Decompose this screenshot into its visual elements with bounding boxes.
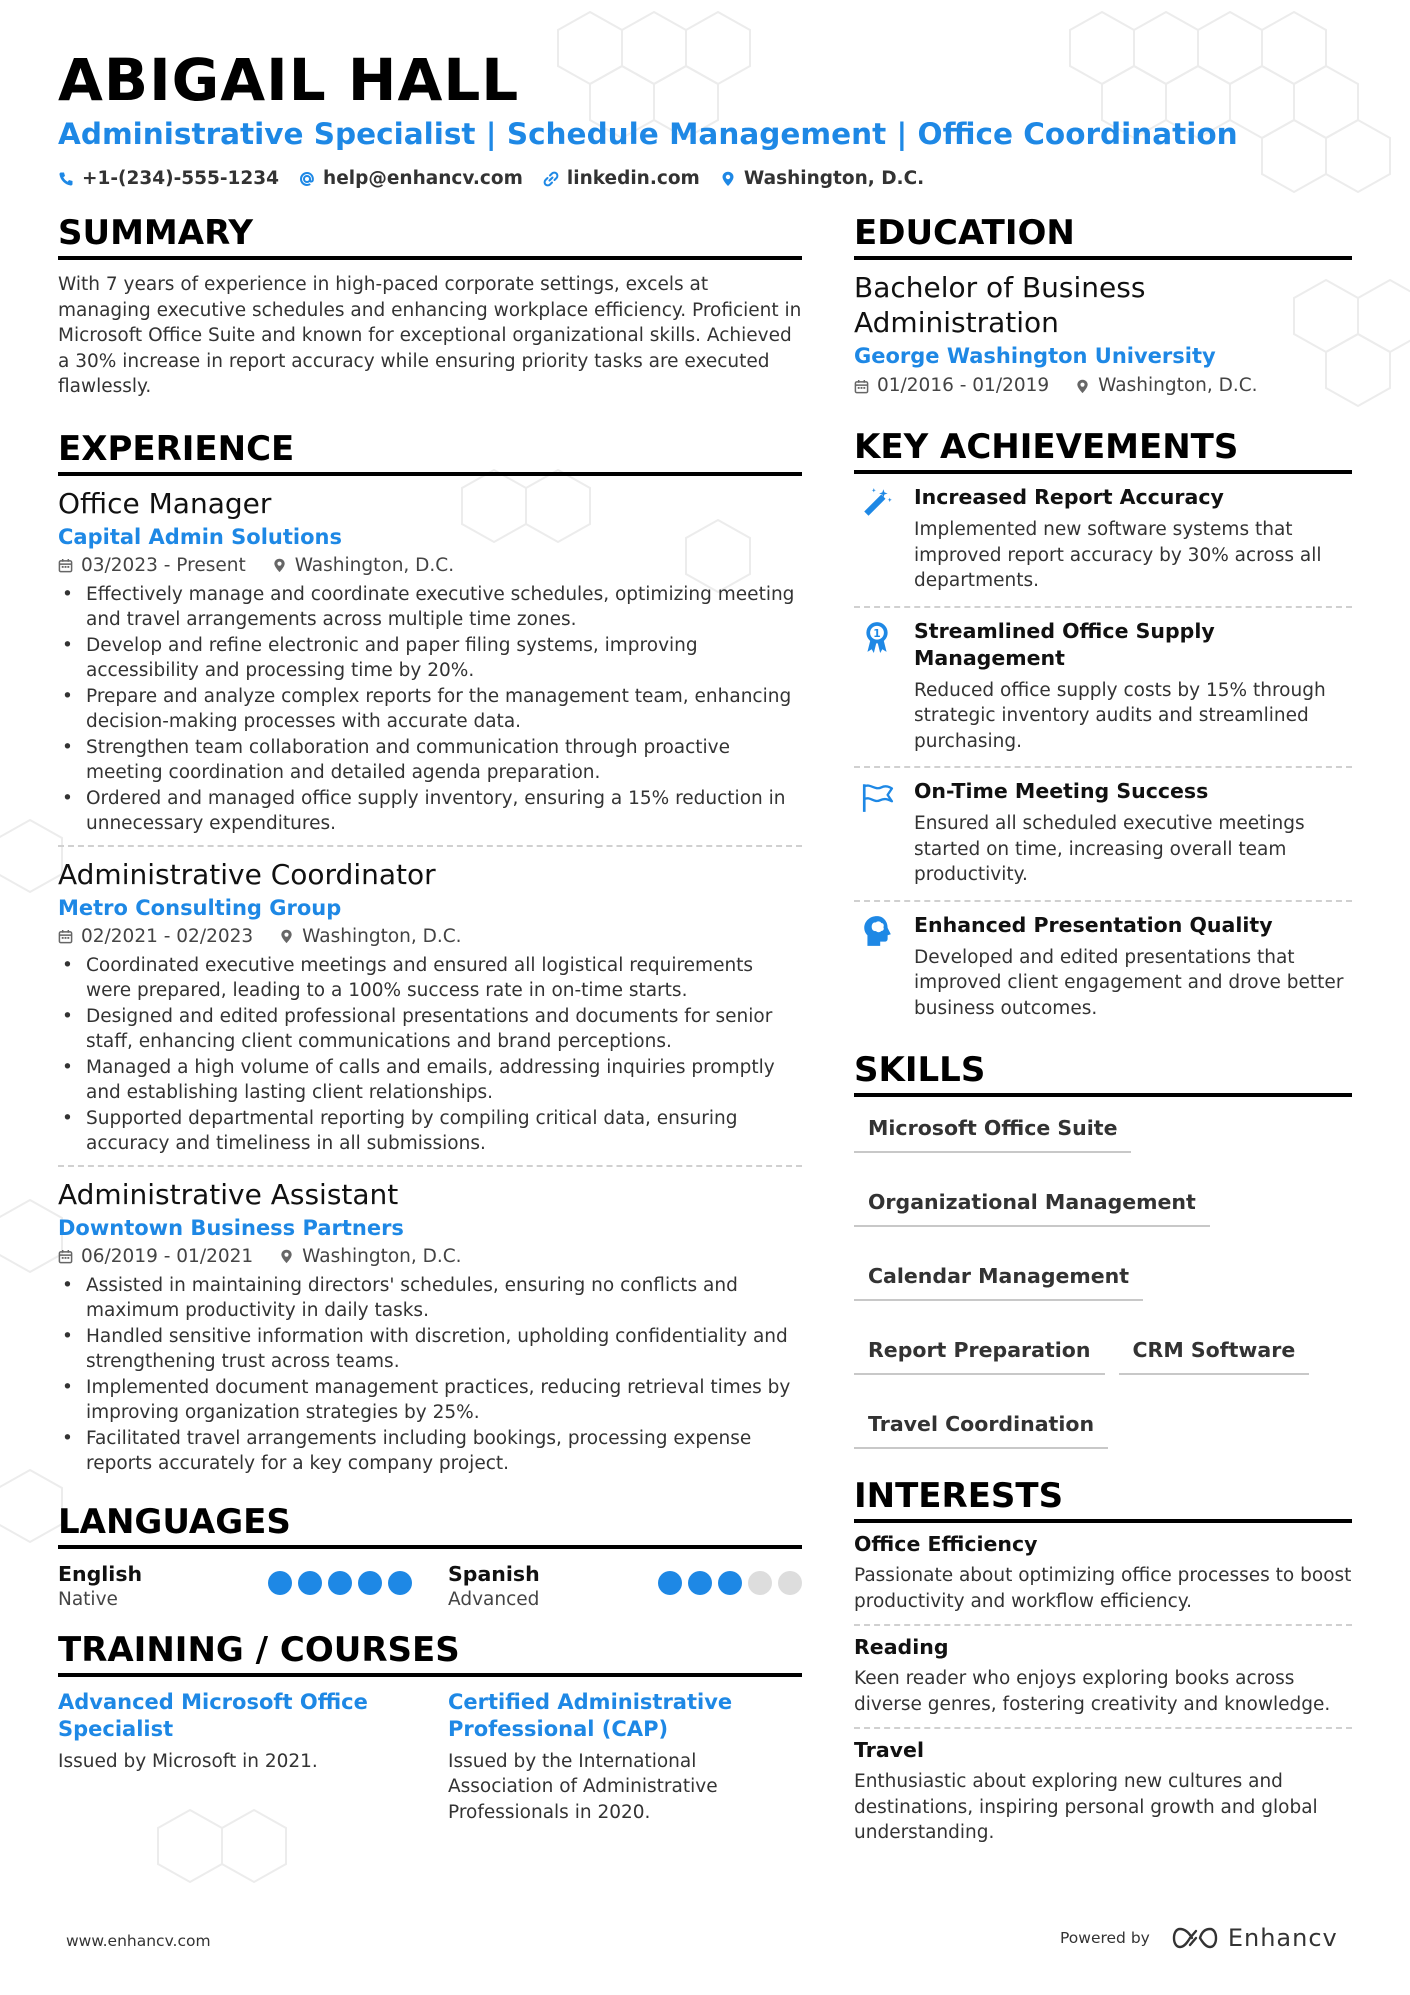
skill-tag: Travel Coordination bbox=[854, 1403, 1108, 1449]
achievement-title: Streamlined Office Supply Management bbox=[914, 618, 1215, 670]
rating-dot-empty bbox=[748, 1571, 772, 1595]
job-bullet: • Designed and edited professional presentations and documents for senior staff, enhancing client communications and brand perceptions. bbox=[58, 1004, 802, 1055]
footer-branding bbox=[1060, 1924, 1338, 1952]
rating-dot-filled bbox=[658, 1571, 682, 1595]
job-location: Washington, D.C. bbox=[302, 925, 462, 947]
svg-text:1: 1 bbox=[873, 626, 881, 640]
flag-icon bbox=[860, 780, 894, 814]
training-section bbox=[58, 1629, 802, 1826]
job-meta bbox=[58, 1243, 802, 1271]
award-ribbon-icon bbox=[860, 620, 894, 654]
job-location: Washington, D.C. bbox=[302, 1245, 462, 1267]
job-dates: 03/2023 - Present bbox=[81, 554, 246, 576]
language-name: English bbox=[58, 1561, 143, 1586]
job-dates: 02/2021 - 02/2023 bbox=[81, 925, 254, 947]
achievement-title: Increased Report Accuracy bbox=[914, 485, 1224, 509]
summary-heading: SUMMARY bbox=[58, 212, 802, 260]
location-pin-icon bbox=[720, 171, 736, 187]
contact-email-text: help@enhancv.com bbox=[323, 168, 523, 189]
job-bullet: • Supported departmental reporting by compiling critical data, ensuring accuracy and timeliness in all submissions. bbox=[58, 1106, 802, 1157]
education-dates: 01/2016 - 01/2019 bbox=[877, 375, 1050, 396]
achievements-section bbox=[854, 426, 1352, 1033]
job-bullet: • Managed a high volume of calls and emails, addressing inquiries promptly and establishing lasting client relationships. bbox=[58, 1055, 802, 1106]
achievement-item bbox=[854, 900, 1352, 1034]
phone-icon bbox=[58, 171, 74, 187]
company-name[interactable]: Downtown Business Partners bbox=[58, 1215, 404, 1240]
degree: Bachelor of Business Administration bbox=[854, 271, 1146, 339]
contact-email[interactable] bbox=[299, 168, 523, 189]
interest-title: Reading bbox=[854, 1635, 949, 1659]
experience-heading: EXPERIENCE bbox=[58, 428, 802, 476]
job-bullet: • Strengthen team collaboration and communication through proactive meeting coordination and detailed agenda preparation. bbox=[58, 735, 802, 786]
language-level: Advanced bbox=[448, 1588, 540, 1610]
education-heading: EDUCATION bbox=[854, 212, 1352, 260]
training-title: Certified Administrative Professional (CAP) bbox=[448, 1689, 733, 1741]
skill-tag: Report Preparation bbox=[854, 1329, 1105, 1375]
job-bullet: • Handled sensitive information with discretion, upholding confidentiality and strengthening trust across teams. bbox=[58, 1324, 802, 1375]
company-name[interactable]: Capital Admin Solutions bbox=[58, 524, 342, 549]
achievement-item bbox=[854, 474, 1352, 606]
achievement-title: Enhanced Presentation Quality bbox=[914, 912, 1273, 937]
skill-tag: CRM Software bbox=[1119, 1329, 1310, 1375]
job-bullet: • Ordered and managed office supply inventory, ensuring a 15% reduction in unnecessary expenditures. bbox=[58, 786, 802, 837]
achievement-desc: Reduced office supply costs by 15% through strategic inventory audits and streamlined purchasing. bbox=[914, 679, 1326, 752]
contact-bar bbox=[58, 168, 924, 189]
location-pin-icon bbox=[1075, 379, 1090, 394]
interest-title: Travel bbox=[854, 1738, 924, 1762]
education-meta bbox=[854, 372, 1352, 400]
rating-dot-filled bbox=[388, 1571, 412, 1595]
contact-location bbox=[720, 168, 924, 189]
job-title: Administrative Coordinator bbox=[58, 857, 436, 891]
skills-list bbox=[854, 1107, 1352, 1449]
location-pin-icon bbox=[279, 929, 294, 944]
head-brain-icon bbox=[860, 914, 894, 948]
achievement-item bbox=[854, 766, 1352, 900]
right-column bbox=[854, 212, 1352, 1856]
training-heading: TRAINING / COURSES bbox=[58, 1629, 802, 1677]
brand-logo[interactable] bbox=[1172, 1924, 1338, 1952]
rating-dot-filled bbox=[328, 1571, 352, 1595]
interest-desc: Keen reader who enjoys exploring books across diverse genres, fostering creativity and knowledge. bbox=[854, 1668, 1331, 1715]
calendar-icon bbox=[58, 929, 73, 944]
rating-dot-filled bbox=[358, 1571, 382, 1595]
achievements-heading: KEY ACHIEVEMENTS bbox=[854, 426, 1352, 474]
job-dates: 06/2019 - 01/2021 bbox=[81, 1245, 254, 1267]
calendar-icon bbox=[854, 379, 869, 394]
left-column bbox=[58, 212, 802, 1825]
achievement-desc: Developed and edited presentations that improved client engagement and drove better business outcomes. bbox=[914, 946, 1344, 1019]
candidate-title: Administrative Specialist | Schedule Management | Office Coordination bbox=[58, 117, 1238, 151]
job-bullet: • Implemented document management practices, reducing retrieval times by improving organization strategies by 25%. bbox=[58, 1375, 802, 1426]
at-icon bbox=[299, 171, 315, 187]
skills-heading: SKILLS bbox=[854, 1049, 1352, 1097]
job-bullet: • Facilitated travel arrangements including bookings, processing expense reports accurately for a key company project. bbox=[58, 1426, 802, 1477]
rating-dot-empty bbox=[778, 1571, 802, 1595]
achievement-title: On-Time Meeting Success bbox=[914, 779, 1209, 803]
company-name[interactable]: Metro Consulting Group bbox=[58, 895, 342, 920]
location-pin-icon bbox=[279, 1249, 294, 1264]
training-item bbox=[58, 1689, 412, 1826]
job-meta bbox=[58, 552, 802, 580]
powered-by-label: Powered by bbox=[1060, 1929, 1150, 1947]
training-desc: Issued by the International Association of Administrative Professionals in 2020. bbox=[448, 1750, 718, 1823]
job-bullets bbox=[58, 953, 802, 1157]
education-section bbox=[854, 212, 1352, 400]
enhancv-logo-icon bbox=[1172, 1926, 1218, 1950]
language-level: Native bbox=[58, 1588, 118, 1610]
contact-linkedin[interactable] bbox=[543, 168, 700, 189]
calendar-icon bbox=[58, 558, 73, 573]
interest-item bbox=[854, 1727, 1352, 1856]
experience-entry bbox=[58, 476, 802, 845]
training-desc: Issued by Microsoft in 2021. bbox=[58, 1750, 318, 1772]
job-bullets bbox=[58, 1273, 802, 1477]
achievement-desc: Ensured all scheduled executive meetings started on time, increasing overall team productivity. bbox=[914, 813, 1305, 885]
summary-section bbox=[58, 212, 802, 400]
magic-wand-icon bbox=[860, 486, 894, 520]
training-item bbox=[448, 1689, 802, 1826]
school-name[interactable]: George Washington University bbox=[854, 344, 1216, 368]
languages-section bbox=[58, 1501, 802, 1613]
brand-name: Enhancv bbox=[1227, 1924, 1338, 1952]
rating-dot-filled bbox=[688, 1571, 712, 1595]
contact-phone[interactable] bbox=[58, 168, 279, 189]
skill-tag: Organizational Management bbox=[854, 1181, 1210, 1227]
achievement-desc: Implemented new software systems that improved report accuracy by 30% across all departments. bbox=[914, 519, 1322, 591]
footer-website[interactable]: www.enhancv.com bbox=[66, 1932, 211, 1950]
language-item bbox=[58, 1561, 412, 1613]
languages-heading: LANGUAGES bbox=[58, 1501, 802, 1549]
link-icon bbox=[543, 171, 559, 187]
job-bullet: • Coordinated executive meetings and ensured all logistical requirements were prepared, leading to a 100% success rate in on-time starts. bbox=[58, 953, 802, 1004]
skill-tag: Microsoft Office Suite bbox=[854, 1107, 1131, 1153]
experience-entry bbox=[58, 1165, 802, 1485]
summary-text: With 7 years of experience in high-paced corporate settings, excels at managing executive schedules and enhancing workplace efficiency. Proficient in Microsoft Office Suite and known for exceptional organizational skills. Achieved a 30% increase in report accuracy while ensuring priority tasks are executed flawlessly. bbox=[58, 274, 802, 397]
job-bullet: • Prepare and analyze complex reports for the management team, enhancing decision-making processes with accurate data. bbox=[58, 684, 802, 735]
job-bullet: • Effectively manage and coordinate executive schedules, optimizing meeting and travel arrangements across multiple time zones. bbox=[58, 582, 802, 633]
education-location: Washington, D.C. bbox=[1098, 375, 1258, 396]
achievement-item bbox=[854, 606, 1352, 767]
interest-title: Office Efficiency bbox=[854, 1532, 1038, 1556]
experience-section bbox=[58, 428, 802, 1485]
job-bullets bbox=[58, 582, 802, 837]
contact-location-text: Washington, D.C. bbox=[743, 168, 925, 189]
job-title: Office Manager bbox=[58, 486, 272, 520]
interests-section bbox=[854, 1475, 1352, 1856]
language-rating bbox=[658, 1571, 802, 1613]
contact-phone-text: +1-(234)-555-1234 bbox=[82, 168, 280, 189]
experience-entry bbox=[58, 845, 802, 1165]
location-pin-icon bbox=[272, 558, 287, 573]
training-title: Advanced Microsoft Office Specialist bbox=[58, 1689, 368, 1741]
job-meta bbox=[58, 923, 802, 951]
interest-item bbox=[854, 1624, 1352, 1727]
interest-item bbox=[854, 1523, 1352, 1624]
language-name: Spanish bbox=[448, 1561, 540, 1586]
rating-dot-filled bbox=[268, 1571, 292, 1595]
job-location: Washington, D.C. bbox=[294, 554, 455, 576]
language-item bbox=[448, 1561, 802, 1613]
job-bullet: • Develop and refine electronic and paper filing systems, improving accessibility and processing time by 20%. bbox=[58, 633, 802, 684]
language-rating bbox=[268, 1571, 412, 1613]
candidate-name: ABIGAIL HALL bbox=[58, 46, 520, 114]
interests-heading: INTERESTS bbox=[854, 1475, 1352, 1523]
job-bullet: • Assisted in maintaining directors' schedules, ensuring no conflicts and maximum productivity in daily tasks. bbox=[58, 1273, 802, 1324]
contact-linkedin-text: linkedin.com bbox=[566, 168, 700, 189]
skill-tag: Calendar Management bbox=[854, 1255, 1143, 1301]
calendar-icon bbox=[58, 1249, 73, 1264]
interest-desc: Passionate about optimizing office processes to boost productivity and workflow efficiency. bbox=[854, 1565, 1352, 1612]
rating-dot-filled bbox=[298, 1571, 322, 1595]
interest-desc: Enthusiastic about exploring new cultures and destinations, inspiring personal growth and global understanding. bbox=[854, 1771, 1318, 1843]
job-title: Administrative Assistant bbox=[58, 1177, 399, 1211]
skills-section bbox=[854, 1049, 1352, 1449]
rating-dot-filled bbox=[718, 1571, 742, 1595]
